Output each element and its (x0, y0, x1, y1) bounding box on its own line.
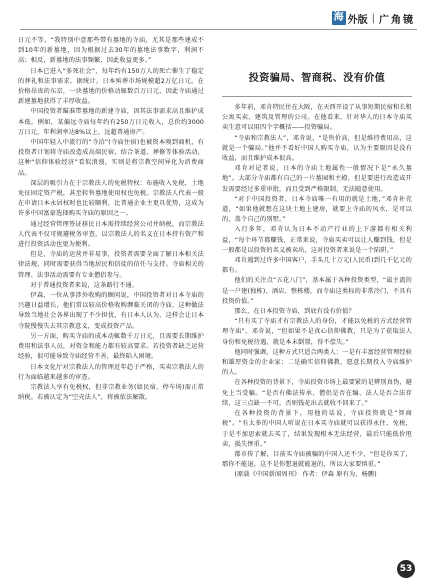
article-paragraph: “对于中国投资者，日本寺庙唯一有用的就是土地，”邓肯补充道，“如果他就想在这块土地上建房，就要上寺庙的风水，是可以的，盖个自己的别墅。” (222, 195, 412, 224)
paragraph: 深层的吸引力在于宗教法人的免税特权：布施收入免税，土地免征固定资产税，甚至转售墓地使用权也免税。宗教法人代表一般在申请日本永居权时也比较顺利，比普通企业主更具优势，这成为许多中国富豪选择购买寺庙的原因之一。 (18, 179, 204, 218)
article-paragraph: 在各种投资的背景下，寺庙投资市场上最要紧的是辨别真伪，避免上当受骗。“是否有佛法传承、僧侣是否在编、法人是否合法存续，这三点缺一不可，否则钱花出去就收不回来了。” (222, 379, 412, 407)
article-paragraph: 邓肯对记者说，日本的寺庙土地属性一般情况下是“永久墓地”。大部分寺庙都有自己的一片墓园和主殿，但是要进行改造或开发需要经过多重审批，而且受到严格限制，无法随意使用。 (222, 165, 412, 193)
column-brand (332, 10, 415, 26)
page-header (0, 0, 427, 30)
article-paragraph: 他们的关注点“五花八门”，基本属于各种投资类型，“最主流的是一户建(独栋)、酒店、整栋楼，而寺庙这类标的非常冷门，不具有投资价值。” (222, 277, 412, 305)
left-column (18, 36, 204, 403)
article-paragraph: 他同时强调，这种方式只适合两类人：一是有丰富经营管理经验和雄厚资金的企业家；二是确实信仰佛教、愿意长期投入寺庙维护的人。 (222, 348, 412, 377)
article-body (222, 103, 412, 481)
section-name: 广角镜 (379, 14, 415, 26)
right-column (222, 36, 412, 481)
article-paragraph: 多年前，邓肯特民住在大阪，在天西开设了从事短期民宿和长租公寓买卖、建筑及管理的公司。在他看来，针对华人的日本寺庙买卖生意可以用四个字概括——投资骗局。 (222, 104, 412, 132)
header-rule (20, 29, 417, 30)
article-paragraph: 在各种投资的背景下，用他的话说，寺庙投资就是“智商税”。“有太多的中国人听说在日本买寺庙就可以获得永住、免税，于是不加思索就去买了，结果发现根本无法经营，最后只能低价甩卖，损失惨重。” (222, 410, 412, 448)
paragraph: 中国投资者瞄准带墓地的新建寺庙，因其法事需求高且维护成本低。例如，某偏远寺庙每年约有250万日元收入，总价约3000万日元，年利润率达8%以上，远超普通房产。 (18, 108, 204, 136)
column-name: 外版 (347, 14, 368, 26)
paragraph: 对于普通投资者来说，这条路行不通。 (30, 281, 139, 289)
title-rule (222, 96, 412, 97)
column-separator: | (371, 12, 375, 24)
article-paragraph: 入行多年，邓肯认为日本不动产行业的上下游都有相关利益，“每个环节都赚钱，正常来说，寺庙买卖可以让人赚到钱，但是一般都是以投资的名义被卖出，这对投资者来说是一个陷阱。” (222, 226, 412, 254)
paragraph: 通过经营管理签证移民日本需持续经营公司并纳税，而宗教法人代表不仅可规避税务审查，以宗教法人的名义在日本持有资产和进行投资活动也更为便利。 (18, 220, 204, 249)
paragraph: 另一方面，购买寺庙的成本动辄数千万日元，且需要长期维护费用和法事人员，对资金和能力都有较高要求。若投资者缺乏运营经验，很可能导致寺庙经营不善，最终陷入困境。 (18, 332, 204, 361)
paragraph: 日本已进入“多死社会”，每年约有150万人的死亡催生了稳定的葬礼和法事需求。据统计，日本殡葬市场规模超2万亿日元。在价格昂贵的东京，一块墓地的价格动辄数百万日元，因此寺庙通过新建墓地获得了丰厚收益。 (18, 67, 204, 106)
paragraph: 宗教法人享有免税权，但非宗教业务(如民宿、停车场)需正常纳税。若被认定为“空壳法人”，将被依法解散。 (18, 383, 204, 402)
article-paragraph: “只有买了寺庙才有宗教法人的身份，才能以免税的方式经营管理寺庙”，邓肯说，“但如果不是真心信仰佛教，只是为了获取法人身份和免税待遇，就是本末倒置，得不偿失。” (222, 318, 412, 346)
paragraph: 但是，寺庙的运营并非易事，投资者需要全面了解日本相关法律法规，同时需要获得当地居民和信徒的信任与支持。寺庙相关的管理、法事活动需要有专业僧侣参与。 (18, 251, 204, 279)
article-paragraph: 邓肯遇到过许多中国客户，手头几十万元(人民币)到几千亿元的都有。 (222, 257, 412, 275)
column-badge: 海 (333, 12, 344, 23)
paragraph: 伊森，一位从事涉外收购的顾问说，中国投资者对日本寺庙的兴趣日益增长，他们常以较高价格收购濒临关闭的寺庙，这种做法导致当地社会各界出现了不少担忧，有日本人认为，这样会让日本寺院慢慢失去其宗教意义，变成投资产品。 (18, 292, 204, 330)
article-paragraph: 那么，在日本投资寺庙，到底有没有价值？ (234, 308, 355, 316)
article-paragraph: “寺庙和宗教法人”，邓肯说，“是售价高，但是维持费用高，这就是一个骗局。”他并不看好中国人购买寺庙，认为主要原因是没有收益，而且维护成本很高。 (222, 134, 412, 163)
paragraph: 日本文化厅对宗教法人的管理近年趋于严格，买卖宗教法人的行为面临越来越多的审查。 (18, 363, 204, 381)
article-source: (原载《中国新闻周刊》 作者：伊森 原有为、杨鹏) (234, 471, 377, 479)
paragraph: 日元不等，“我特别中意那些带有墓地的寺庙，尤其是那些建成不到10年的新墓地，因为根据过去30年的墓地法事数字，利润不高；相反，新墓地的法事频繁，因此收益更多。” (18, 37, 204, 65)
article-paragraph: 都市传了解，目前买寺庙被骗的中国人还不少，“但是你买了，那你不能退，这不是你想退就能退的，所以大家要慎重。” (222, 450, 412, 469)
article-title: 投资骗局、智商税、没有价值 (248, 73, 386, 84)
page-number: 53 (397, 560, 415, 578)
paragraph: 中国年轻人中流行的“寺泊”(寺庙住宿)也被资本嗅到商机，有投资者计划将寺庙改造成高端民宿，结合茶道、禅修等体验活动，这种“信仰体验经济”看似浪漫，实则是将宗教空间异化为消费商品。 (18, 139, 204, 177)
